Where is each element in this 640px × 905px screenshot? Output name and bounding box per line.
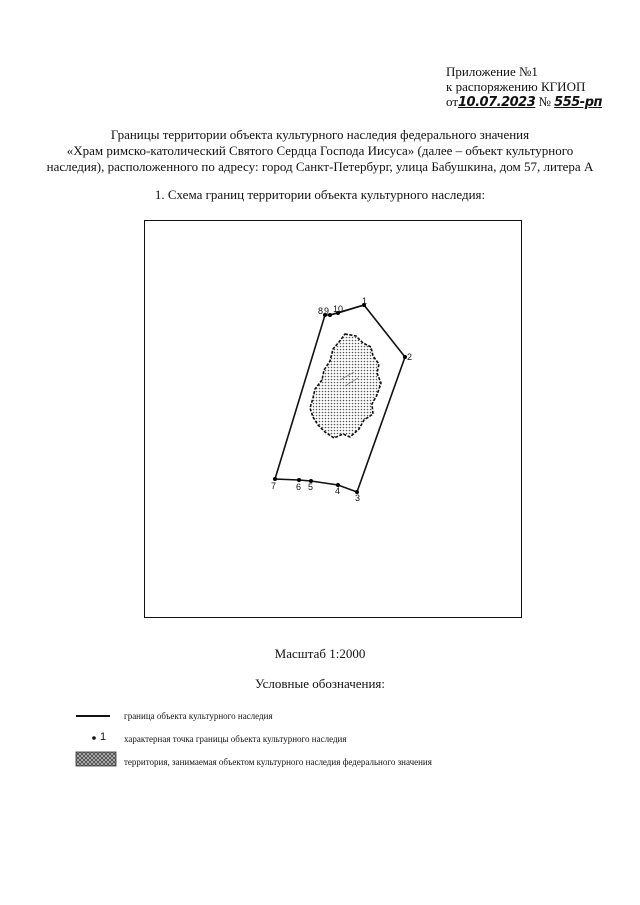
point-label-2: 2 xyxy=(407,352,413,362)
section-heading: 1. Схема границ территории объекта культурного наследия: xyxy=(154,187,486,202)
point-label-6: 6 xyxy=(296,482,302,492)
legend-point-symbol xyxy=(92,736,96,740)
point-label-4: 4 xyxy=(335,486,341,496)
title-line1: Границы территории объекта культурного наследия федерального значения xyxy=(110,127,530,142)
point-label-10: 10 xyxy=(333,304,344,314)
map-scale: Масштаб 1:2000 xyxy=(274,646,366,661)
point-label-5: 5 xyxy=(308,482,314,492)
appendix-number: 555-рп xyxy=(554,95,602,110)
title-line2: «Храм римско-католический Святого Сердца Господа Иисуса» (далее – объект культурного xyxy=(66,143,574,158)
appendix-line1: Приложение №1 xyxy=(446,64,538,79)
legend-item-territory: территория, занимаемая объектом культурного наследия федерального значения xyxy=(124,757,432,767)
point-label-1: 1 xyxy=(362,296,368,306)
point-label-3: 3 xyxy=(355,493,361,503)
appendix-date: 10.07.2023 xyxy=(458,95,536,110)
appendix-number-sign: № xyxy=(538,94,551,109)
point-label-8: 8 xyxy=(318,306,324,316)
appendix-line2: к распоряжению КГИОП xyxy=(446,79,586,94)
legend-hatch-symbol xyxy=(76,752,116,766)
point-label-9: 9 xyxy=(324,306,330,316)
legend-item-boundary: граница объекта культурного наследия xyxy=(124,711,273,721)
legend-item-point: характерная точка границы объекта культурного наследия xyxy=(124,734,347,744)
appendix-from: от xyxy=(446,94,459,109)
point-label-7: 7 xyxy=(271,481,277,491)
legend-point-label: 1 xyxy=(100,731,107,743)
legend-title: Условные обозначения: xyxy=(254,676,386,691)
title-line3: наследия), расположенного по адресу: город Санкт-Петербург, улица Бабушкина, дом 57, литера А xyxy=(46,159,594,174)
